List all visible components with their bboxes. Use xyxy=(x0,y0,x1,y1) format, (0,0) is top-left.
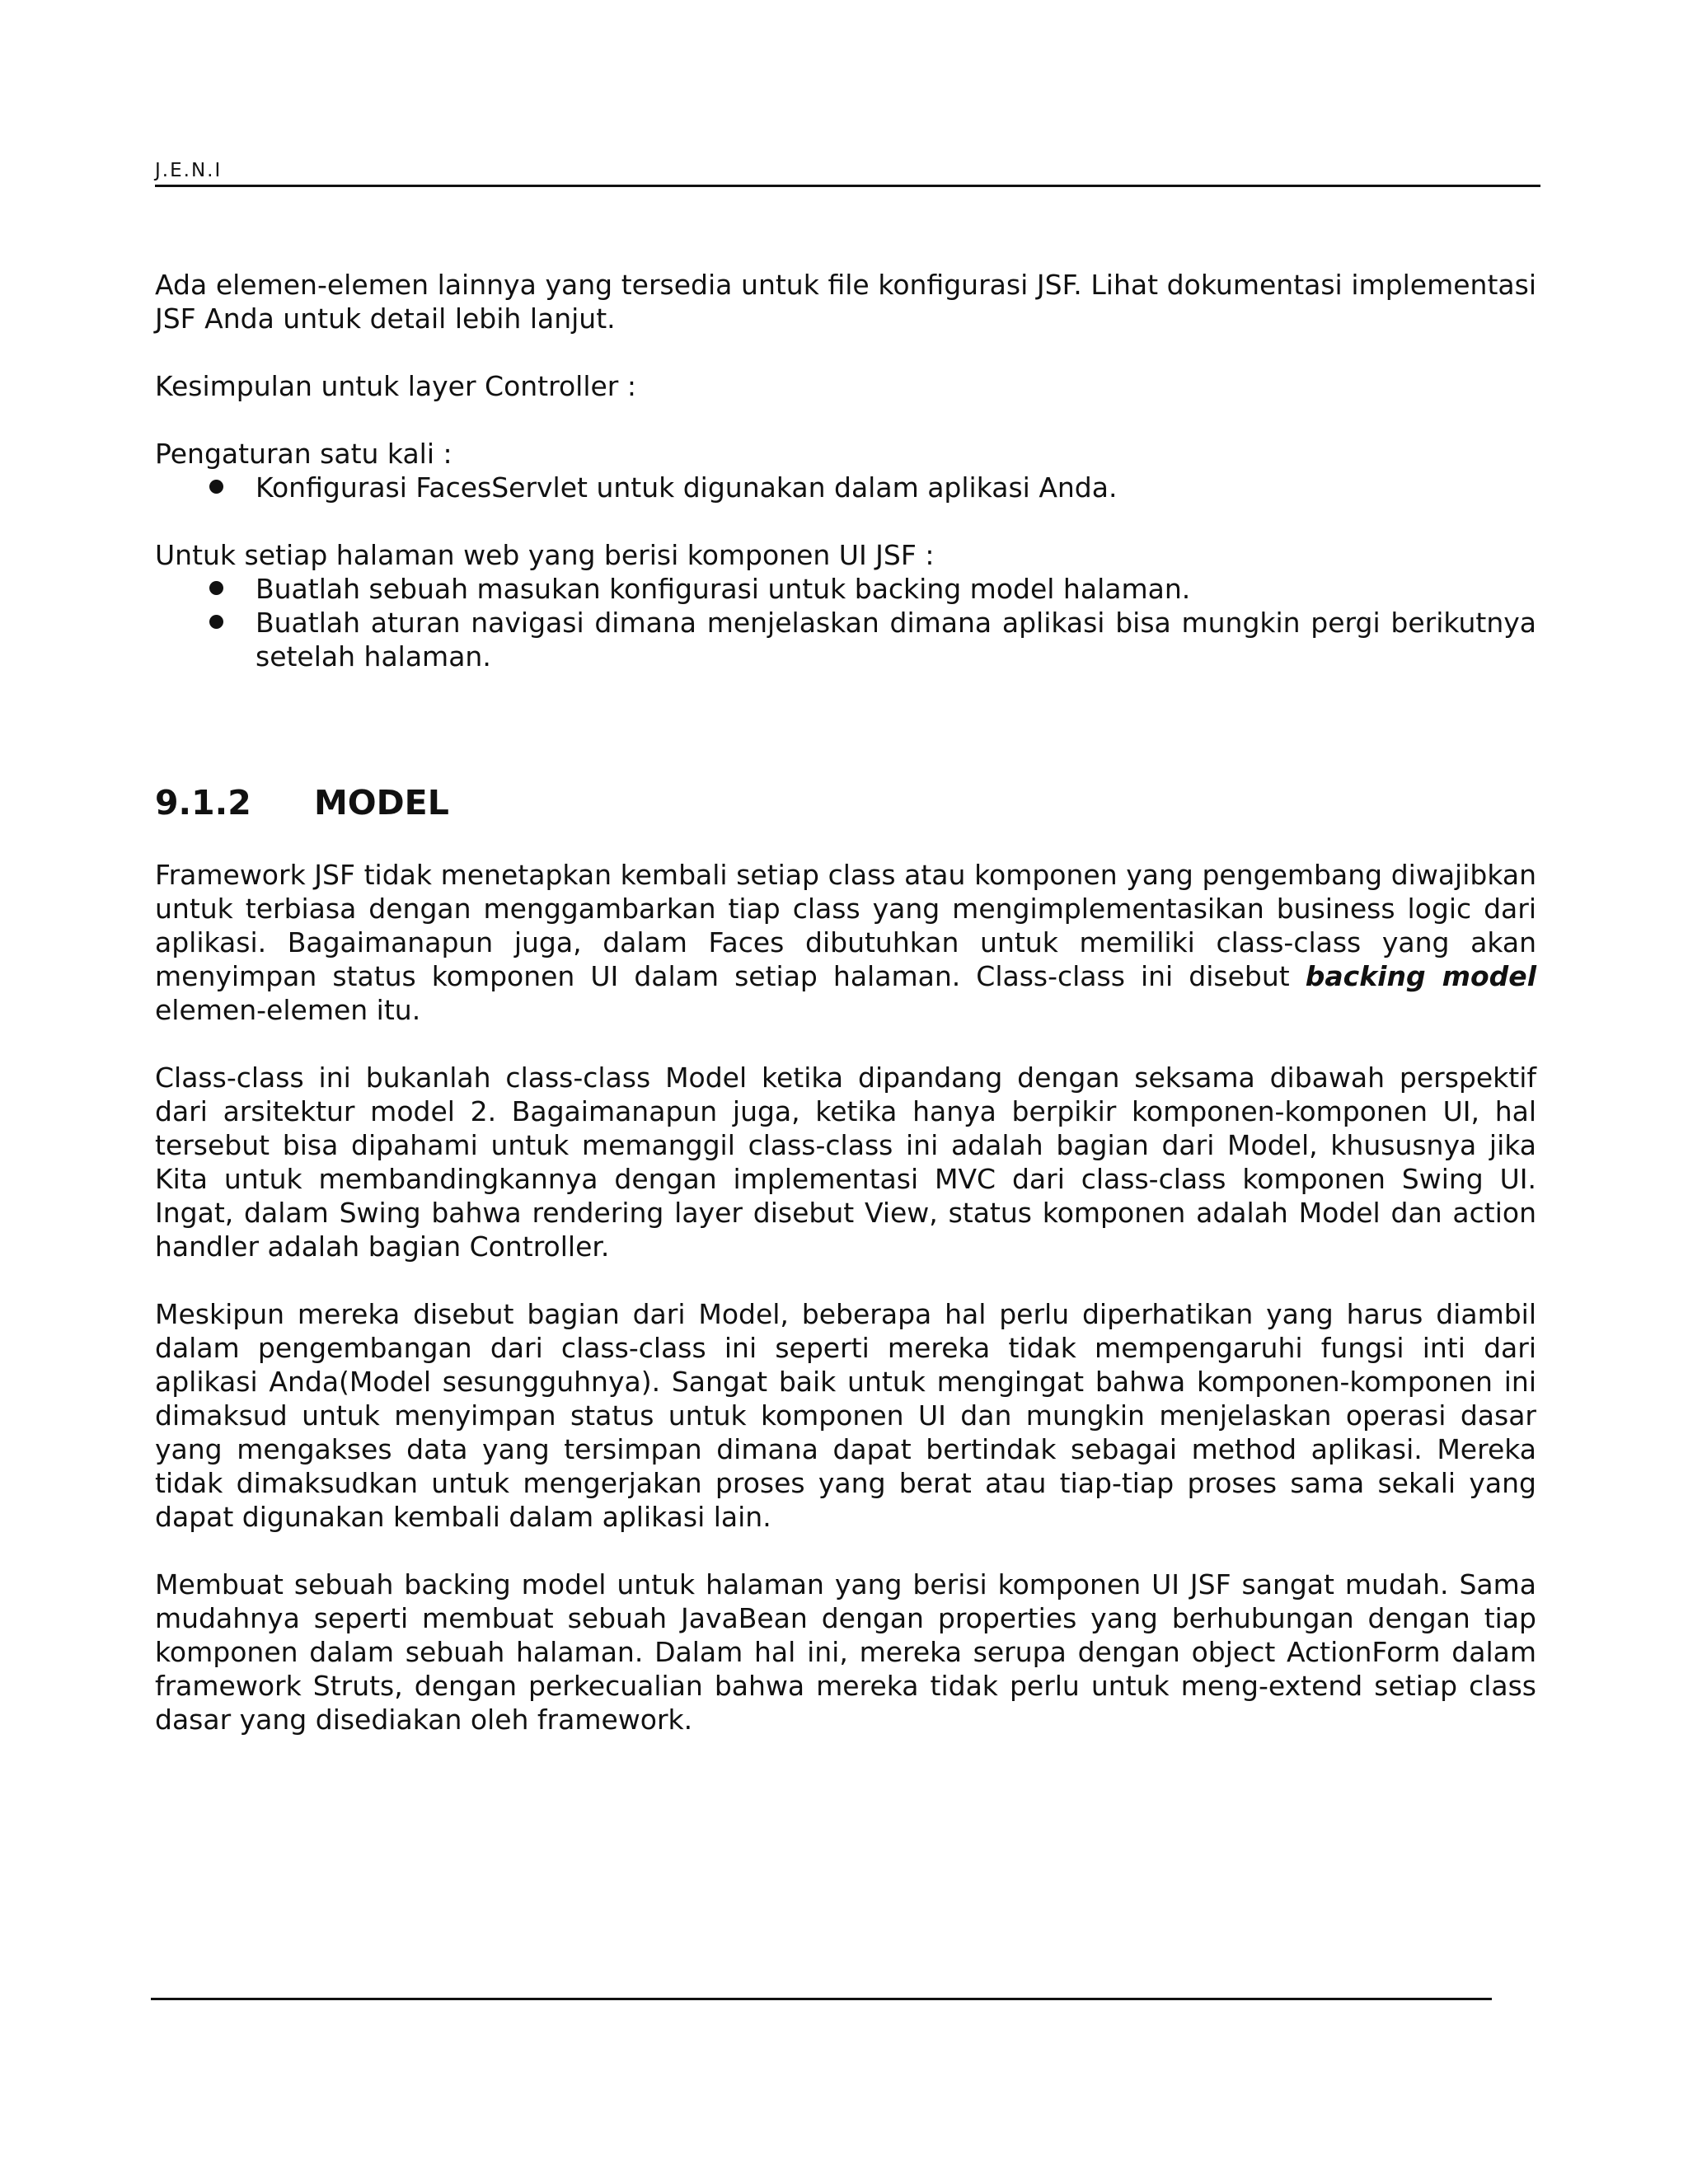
bullet-icon xyxy=(209,615,223,629)
setup-once-list xyxy=(155,471,1536,504)
list-item xyxy=(155,606,1536,673)
section-number: 9.1.2 xyxy=(155,783,251,823)
model-paragraph-3: Meskipun mereka disebut bagian dari Model, beberapa hal perlu diperhatikan yang harus diambil dalam pengembangan dari class-class ini seperti mereka tidak mempengaruhi fungsi inti dari aplikasi Anda(Model sesungguhnya). Sangat baik untuk mengingat bahwa komponen-komponen ini dimaksud untuk menyimpan status untuk komponen UI dan mungkin menjelaskan operasi dasar yang mengakses data yang tersimpan dimana dapat bertindak sebagai method aplikasi. Mereka tidak dimaksudkan untuk mengerjakan proses yang berat atau tiap-tiap proses sama sekali yang dapat digunakan kembali dalam aplikasi lain. xyxy=(155,1298,1536,1533)
model-paragraph-1 xyxy=(155,858,1536,1027)
model-paragraph-1-text: Framework JSF tidak menetapkan kembali setiap class atau komponen yang pengembang diwajibkan untuk terbiasa dengan menggambarkan tiap class yang mengimplementasikan business logic dari aplikasi. Bagaimanapun juga, dalam Faces dibutuhkan untuk memiliki class-class yang akan menyimpan status komponen UI dalam setiap halaman. Class-class ini disebut xyxy=(155,859,1536,992)
section-title: MODEL xyxy=(314,783,449,823)
setup-once-label: Pengaturan satu kali : xyxy=(155,438,452,470)
list-item xyxy=(155,471,1536,504)
list-item-text: Buatlah aturan navigasi dimana menjelaskan dimana aplikasi bisa mungkin pergi berikutnya setelah halaman. xyxy=(256,607,1536,673)
page-body xyxy=(155,268,1536,1736)
header-rule xyxy=(155,185,1540,187)
bullet-icon xyxy=(209,480,223,494)
list-item-text: Buatlah sebuah masukan konfigurasi untuk backing model halaman. xyxy=(256,573,1191,605)
backing-model-term: backing model xyxy=(1305,960,1536,992)
model-paragraph-4: Membuat sebuah backing model untuk halaman yang berisi komponen UI JSF sangat mudah. Sama mudahnya seperti membuat sebuah JavaBean dengan properties yang berhubungan dengan tiap komponen dalam sebuah halaman. Dalam hal ini, mereka serupa dengan object ActionForm dalam framework Struts, dengan perkecualian bahwa mereka tidak perlu untuk meng-extend setiap class dasar yang disediakan oleh framework. xyxy=(155,1568,1536,1736)
model-paragraph-1-end: elemen-elemen itu. xyxy=(155,994,421,1026)
bullet-icon xyxy=(209,581,223,595)
per-page-list xyxy=(155,572,1536,673)
list-item-text: Konfigurasi FacesServlet untuk digunakan dalam aplikasi Anda. xyxy=(256,471,1118,504)
footer-rule xyxy=(151,1998,1492,2000)
controller-summary: Kesimpulan untuk layer Controller : xyxy=(155,370,636,402)
section-heading xyxy=(155,782,1536,823)
model-paragraph-2: Class-class ini bukanlah class-class Model ketika dipandang dengan seksama dibawah perspektif dari arsitektur model 2. Bagaimanapun juga, ketika hanya berpikir komponen-komponen UI, hal tersebut bisa dipahami untuk memanggil class-class ini adalah bagian dari Model, khususnya jika Kita untuk membandingkannya dengan implementasi MVC dari class-class komponen Swing UI. Ingat, dalam Swing bahwa rendering layer disebut View, status komponen adalah Model dan action handler adalah bagian Controller. xyxy=(155,1062,1536,1263)
running-header: J.E.N.I xyxy=(155,160,223,181)
intro-paragraph: Ada elemen-elemen lainnya yang tersedia untuk file konfigurasi JSF. Lihat dokumentasi implementasi JSF Anda untuk detail lebih lanjut. xyxy=(155,269,1536,335)
per-page-label: Untuk setiap halaman web yang berisi komponen UI JSF : xyxy=(155,539,935,571)
list-item xyxy=(155,572,1536,606)
